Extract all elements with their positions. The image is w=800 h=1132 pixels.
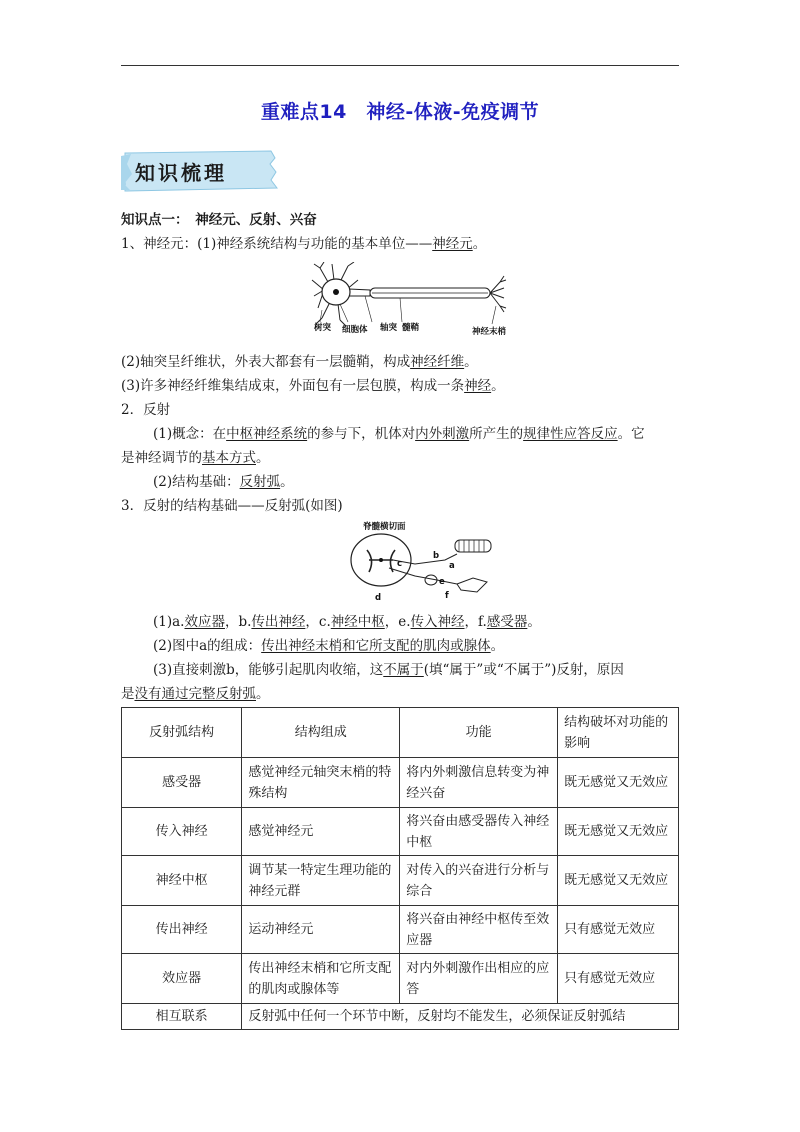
text: ，b. bbox=[224, 614, 252, 630]
neuron-diagram bbox=[310, 262, 510, 340]
table-header-row bbox=[122, 708, 679, 758]
answer-text: 反射弧 bbox=[239, 474, 281, 490]
table-cell: 只有感觉无效应 bbox=[558, 954, 679, 1004]
paragraph-reflex-concept bbox=[153, 424, 645, 444]
answer-text: 规律性应答反应 bbox=[523, 426, 618, 442]
answer-text: 不属于 bbox=[383, 662, 424, 678]
text: (2)轴突呈纤维状，外表大都套有一层髓鞘，构成 bbox=[121, 354, 411, 370]
reflex-arc-diagram bbox=[345, 520, 495, 602]
paragraph-stimulus-cont bbox=[121, 684, 270, 704]
text: 。 bbox=[472, 236, 487, 252]
table-cell: 传出神经 bbox=[122, 906, 242, 954]
section-badge bbox=[121, 150, 279, 192]
table-row-relation bbox=[122, 1004, 679, 1030]
paragraph-stimulus bbox=[153, 660, 624, 680]
answer-text: 传出神经 bbox=[251, 614, 306, 630]
paragraph-neuron bbox=[121, 234, 486, 254]
table-header-cell: 反射弧结构 bbox=[122, 708, 242, 758]
answer-text: 神经中枢 bbox=[330, 614, 385, 630]
table-cell: 既无感觉又无效应 bbox=[558, 758, 679, 808]
paragraph-arc-parts bbox=[153, 612, 541, 632]
paragraph-reflex-concept-cont bbox=[121, 448, 270, 468]
text: 是 bbox=[121, 686, 135, 702]
section-heading: 知识点一： 神经元、反射、兴奋 bbox=[121, 212, 317, 228]
answer-text: 效应器 bbox=[184, 614, 225, 630]
fig-letter-d: d bbox=[375, 593, 382, 602]
answer-text: 神经纤维 bbox=[410, 354, 465, 370]
answer-text: 感受器 bbox=[486, 614, 528, 630]
table-cell: 将兴奋由感受器传入神经中枢 bbox=[400, 808, 558, 856]
text: (3)直接刺激b，能够引起肌肉收缩，这 bbox=[153, 662, 384, 678]
paragraph-effector bbox=[153, 636, 504, 656]
subheading-reflex: 2．反射 bbox=[121, 402, 171, 418]
answer-text: 内外刺激 bbox=[415, 426, 470, 442]
fig-letter-a: a bbox=[449, 561, 455, 571]
table-cell: 感觉神经元 bbox=[242, 808, 400, 856]
answer-text: 传入神经 bbox=[410, 614, 465, 630]
text: (填“属于”或“不属于”)反射，原因 bbox=[423, 662, 624, 678]
text: (3)许多神经纤维集结成束，外面包有一层包膜，构成一条 bbox=[121, 378, 465, 394]
table-header-cell: 结构组成 bbox=[242, 708, 400, 758]
table-cell: 对传入的兴奋进行分析与综合 bbox=[400, 856, 558, 906]
text: (1)a. bbox=[153, 614, 185, 630]
answer-text: 传出神经末梢和它所支配的肌肉或腺体 bbox=[261, 638, 491, 654]
text: (2)结构基础： bbox=[153, 474, 240, 490]
table-cell: 相互联系 bbox=[122, 1004, 242, 1030]
paragraph-nerve bbox=[121, 376, 505, 396]
table-cell: 既无感觉又无效应 bbox=[558, 856, 679, 906]
table-row bbox=[122, 954, 679, 1004]
answer-text: 中枢神经系统 bbox=[226, 426, 308, 442]
table-cell: 神经中枢 bbox=[122, 856, 242, 906]
muscle-shape bbox=[455, 540, 491, 552]
table-cell: 运动神经元 bbox=[242, 906, 400, 954]
text: ，f. bbox=[464, 614, 487, 630]
reflex-arc-table bbox=[121, 707, 679, 1030]
text: ，e. bbox=[384, 614, 411, 630]
fig-label-myelin: 髓鞘 bbox=[402, 323, 420, 333]
text: 。 bbox=[256, 450, 270, 466]
table-cell: 传入神经 bbox=[122, 808, 242, 856]
text: 。 bbox=[527, 614, 541, 630]
table-row bbox=[122, 758, 679, 808]
paragraph-reflex-basis bbox=[153, 472, 294, 492]
text: 。它 bbox=[617, 426, 645, 442]
fig-label-dendrite: 树突 bbox=[314, 323, 332, 333]
table-cell: 将内外刺激信息转变为神经兴奋 bbox=[400, 758, 558, 808]
header-rule bbox=[121, 65, 679, 66]
table-cell: 调节某一特定生理功能的神经元群 bbox=[242, 856, 400, 906]
fig-letter-e: e bbox=[439, 577, 445, 587]
text: 所产生的 bbox=[469, 426, 524, 442]
answer-text: 神经 bbox=[464, 378, 492, 394]
fig-title-spinal-section: 脊髓横切面 bbox=[363, 522, 406, 532]
text: 1、神经元：(1)神经系统结构与功能的基本单位—— bbox=[121, 236, 433, 252]
text: 。 bbox=[464, 354, 478, 370]
text: 。 bbox=[256, 686, 270, 702]
table-header-cell: 结构破坏对功能的影响 bbox=[558, 708, 679, 758]
fig-label-nerve-ending: 神经末梢 bbox=[472, 327, 507, 337]
text: (1)概念：在 bbox=[153, 426, 227, 442]
answer-text: 基本方式 bbox=[202, 450, 256, 466]
table-row bbox=[122, 808, 679, 856]
text: ，c. bbox=[305, 614, 331, 630]
paragraph-nerve-fiber bbox=[121, 352, 478, 372]
page-title: 重难点14 神经-体液-免疫调节 bbox=[260, 101, 540, 123]
table-cell: 只有感觉无效应 bbox=[558, 906, 679, 954]
fig-letter-b: b bbox=[433, 551, 440, 561]
table-header-cell: 功能 bbox=[400, 708, 558, 758]
table-cell: 感受器 bbox=[122, 758, 242, 808]
text: (2)图中a的组成： bbox=[153, 638, 262, 654]
table-cell: 传出神经末梢和它所支配的肌肉或腺体等 bbox=[242, 954, 400, 1004]
fig-label-soma: 细胞体 bbox=[342, 325, 368, 335]
text: 是神经调节的 bbox=[121, 450, 202, 466]
fig-label-axon: 轴突 bbox=[380, 323, 398, 333]
table-cell: 对内外刺激作出相应的应答 bbox=[400, 954, 558, 1004]
table-cell: 感觉神经元轴突末梢的特殊结构 bbox=[242, 758, 400, 808]
table-row bbox=[122, 906, 679, 954]
table-row bbox=[122, 856, 679, 906]
answer-text: 神经元 bbox=[432, 236, 473, 252]
table-cell: 效应器 bbox=[122, 954, 242, 1004]
text: 。 bbox=[280, 474, 294, 490]
text: 。 bbox=[491, 378, 505, 394]
text: 的参与下，机体对 bbox=[307, 426, 416, 442]
table-cell: 反射弧中任何一个环节中断，反射均不能发生，必须保证反射弧结 bbox=[242, 1004, 679, 1030]
subheading-reflex-arc: 3．反射的结构基础——反射弧(如图) bbox=[121, 498, 343, 514]
text: 。 bbox=[490, 638, 505, 654]
fig-letter-c: c bbox=[397, 559, 403, 569]
table-cell: 将兴奋由神经中枢传至效应器 bbox=[400, 906, 558, 954]
table-cell: 既无感觉又无效应 bbox=[558, 808, 679, 856]
answer-text: 没有通过完整反射弧 bbox=[134, 686, 256, 702]
fig-letter-f: f bbox=[445, 591, 449, 601]
badge-label: 知识梳理 bbox=[135, 161, 227, 185]
